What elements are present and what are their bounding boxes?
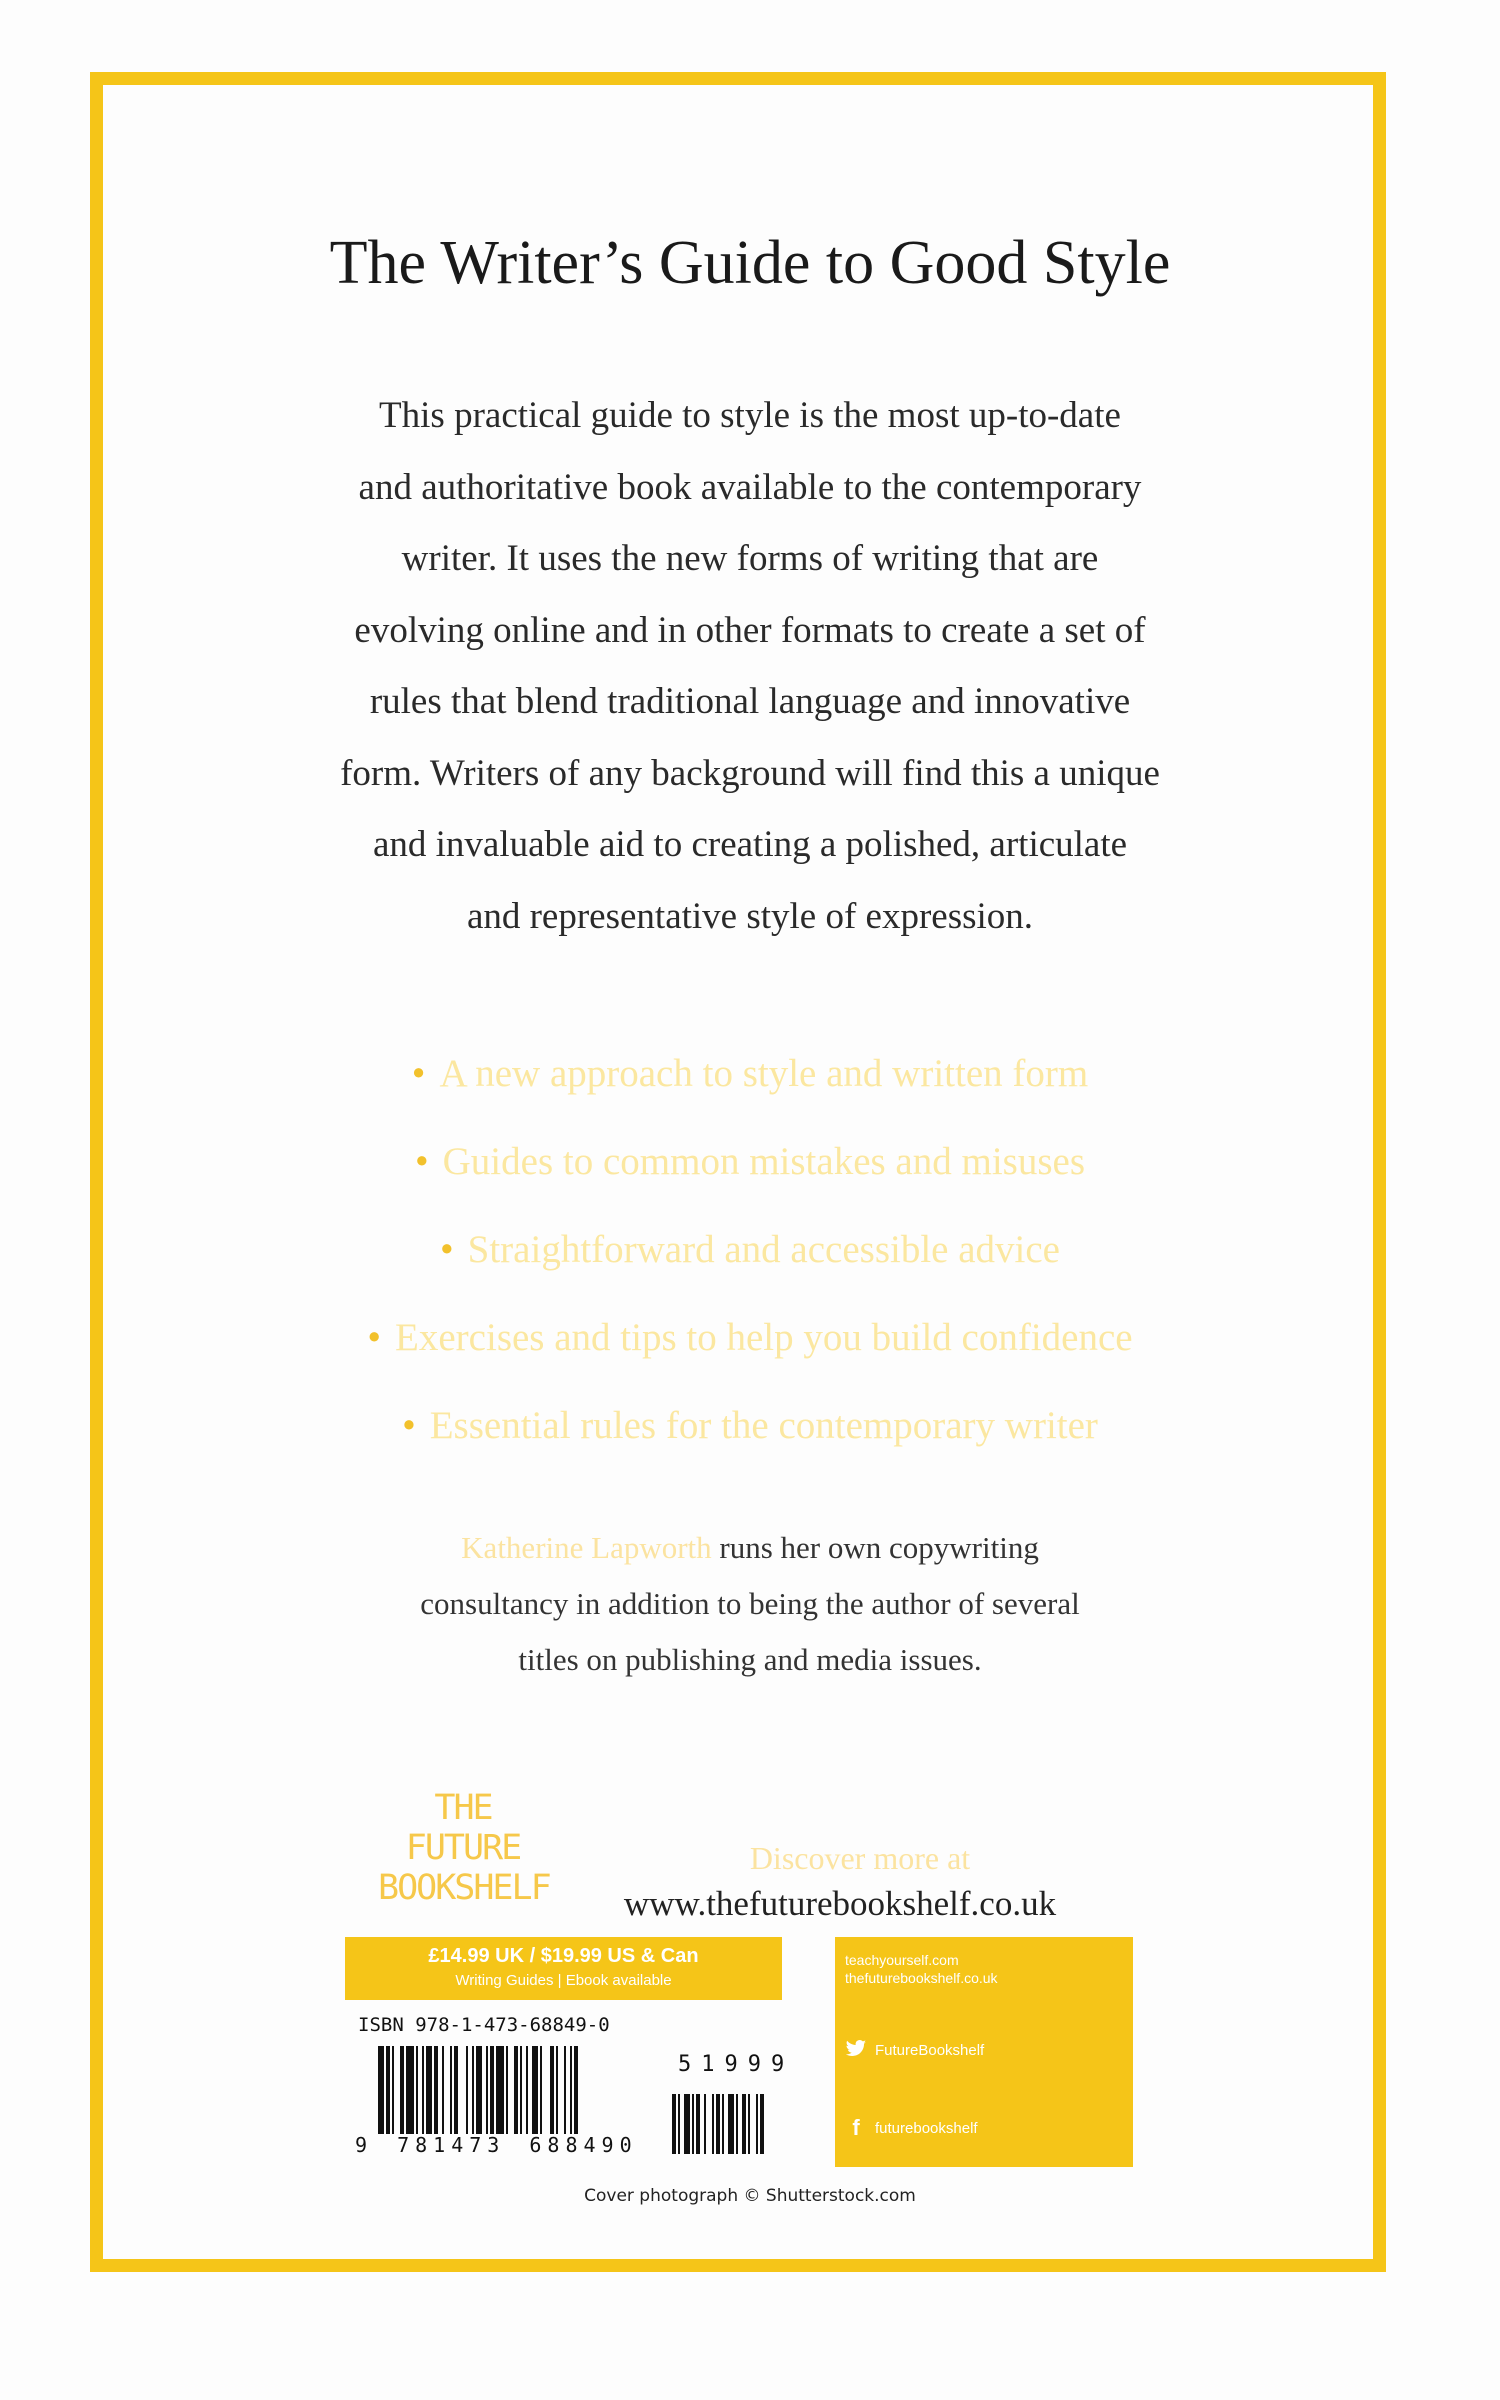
barcode-bar	[386, 2046, 390, 2134]
blurb-line: form. Writers of any background will find this a unique	[340, 752, 1160, 794]
barcode-bar	[434, 2046, 438, 2134]
isbn-number: ISBN 978-1-473-68849-0	[358, 2014, 610, 2036]
isbn-barcode	[378, 2046, 660, 2134]
website-link[interactable]: www.thefuturebookshelf.co.uk	[623, 1884, 1057, 1923]
addon-barcode-bar	[716, 2094, 720, 2154]
addon-barcode-bar	[678, 2094, 680, 2154]
author-bio	[300, 1520, 1200, 1688]
barcode-bar	[526, 2046, 528, 2134]
addon-barcode-bar	[736, 2094, 738, 2154]
bullet-dot-icon: •	[367, 1316, 382, 1359]
blurb-line: evolving online and in other formats to create a set of	[354, 609, 1146, 651]
addon-barcode-bar	[672, 2094, 676, 2154]
addon-barcode-bar	[728, 2094, 734, 2154]
barcode-bar	[392, 2046, 394, 2134]
author-bio-line: titles on publishing and media issues.	[518, 1642, 982, 1677]
barcode-bar	[520, 2046, 522, 2134]
price-addon-barcode	[672, 2094, 812, 2154]
barcode-bar	[490, 2046, 494, 2134]
blurb-line: writer. It uses the new forms of writing that are	[401, 538, 1099, 579]
twitter-bird-icon-svg	[846, 2040, 866, 2057]
author-bio-line: consultancy in addition to being the author of several	[420, 1586, 1080, 1621]
twitter-bird-icon	[845, 2037, 867, 2063]
barcode-bar	[514, 2046, 518, 2134]
addon-barcode-bar	[760, 2094, 764, 2154]
feature-bullet: • Guides to common mistakes and misuses	[414, 1140, 1085, 1183]
addon-barcode-bar	[722, 2094, 724, 2154]
addon-barcode-bar	[696, 2094, 700, 2154]
barcode-bar	[406, 2046, 414, 2134]
barcode-bar	[532, 2046, 538, 2134]
author-name: Katherine Lapworth	[461, 1530, 712, 1565]
addon-barcode-bar	[712, 2094, 714, 2154]
feature-bullet: • A new approach to style and written form	[411, 1052, 1089, 1095]
barcode-bar	[540, 2046, 542, 2134]
barcode-bar	[472, 2046, 474, 2134]
barcode-bar	[506, 2046, 508, 2134]
facebook-link[interactable]: f futurebookshelf	[845, 2115, 978, 2141]
barcode-bar	[574, 2046, 578, 2134]
blurb-line: This practical guide to style is the most up-to-date	[379, 395, 1121, 436]
facebook-icon: f	[852, 2115, 860, 2140]
price-box	[345, 1937, 782, 2000]
blurb-line: and authoritative book available to the contemporary	[358, 466, 1142, 508]
author-bio-line: Katherine Lapworth runs her own copywriting	[461, 1530, 1039, 1565]
barcode-bar	[400, 2046, 404, 2134]
blurb-line: and invaluable aid to creating a polished, articulate	[372, 824, 1128, 865]
addon-barcode-bar	[742, 2094, 746, 2154]
site-link-futurebookshelf[interactable]: thefuturebookshelf.co.uk	[845, 1970, 998, 1986]
barcode-bar	[556, 2046, 558, 2134]
site-link-teachyourself[interactable]: teachyourself.com	[845, 1952, 959, 1968]
feature-bullet-list	[0, 1030, 1500, 1470]
blurb-line: and representative style of expression.	[466, 895, 1034, 937]
barcode-bar	[422, 2046, 424, 2134]
bullet-dot-icon: •	[411, 1052, 426, 1095]
barcode-bar	[378, 2046, 384, 2134]
barcode-bar	[486, 2046, 488, 2134]
bullet-dot-icon: •	[440, 1228, 454, 1271]
price-addon-digits: 51999	[678, 2052, 795, 2077]
barcode-bar	[476, 2046, 482, 2134]
book-title: The Writer’s Guide to Good Style	[329, 229, 1171, 297]
bullet-dot-icon: •	[402, 1404, 416, 1447]
barcode-bar	[454, 2046, 458, 2134]
barcode-bar	[570, 2046, 572, 2134]
links-box	[835, 1937, 1133, 2167]
blurb-line: rules that blend traditional language and innovative	[369, 681, 1131, 722]
addon-barcode-bar	[756, 2094, 758, 2154]
barcode-bar	[416, 2046, 418, 2134]
future-bookshelf-logo: THE FUTURE BOOKSHELF	[378, 1788, 550, 1908]
addon-barcode-bar	[692, 2094, 694, 2154]
blurb-paragraph	[240, 380, 1260, 952]
barcode-bar	[550, 2046, 554, 2134]
feature-bullet: • Exercises and tips to help you build confidence	[367, 1316, 1133, 1359]
twitter-link[interactable]: FutureBookshelf	[845, 2037, 984, 2063]
barcode-bar	[466, 2046, 468, 2134]
price-text: £14.99 UK / $19.99 US & Can	[428, 1945, 699, 1967]
bullet-dot-icon: •	[414, 1140, 429, 1183]
barcode-bar	[426, 2046, 432, 2134]
feature-bullet: • Straightforward and accessible advice	[440, 1228, 1060, 1271]
category-text: Writing Guides | Ebook available	[455, 1972, 672, 1989]
addon-barcode-bar	[748, 2094, 750, 2154]
barcode-digits: 9 781473 688490	[355, 2133, 638, 2157]
barcode-bar	[442, 2046, 444, 2134]
barcode-bar	[564, 2046, 566, 2134]
addon-barcode-bar	[684, 2094, 690, 2154]
barcode-bar	[450, 2046, 452, 2134]
cover-photo-credit: Cover photograph © Shutterstock.com	[584, 2186, 916, 2206]
barcode-bar	[496, 2046, 504, 2134]
discover-more-text: Discover more at	[749, 1840, 971, 1876]
addon-barcode-bar	[704, 2094, 706, 2154]
feature-bullet: • Essential rules for the contemporary writer	[402, 1404, 1098, 1447]
